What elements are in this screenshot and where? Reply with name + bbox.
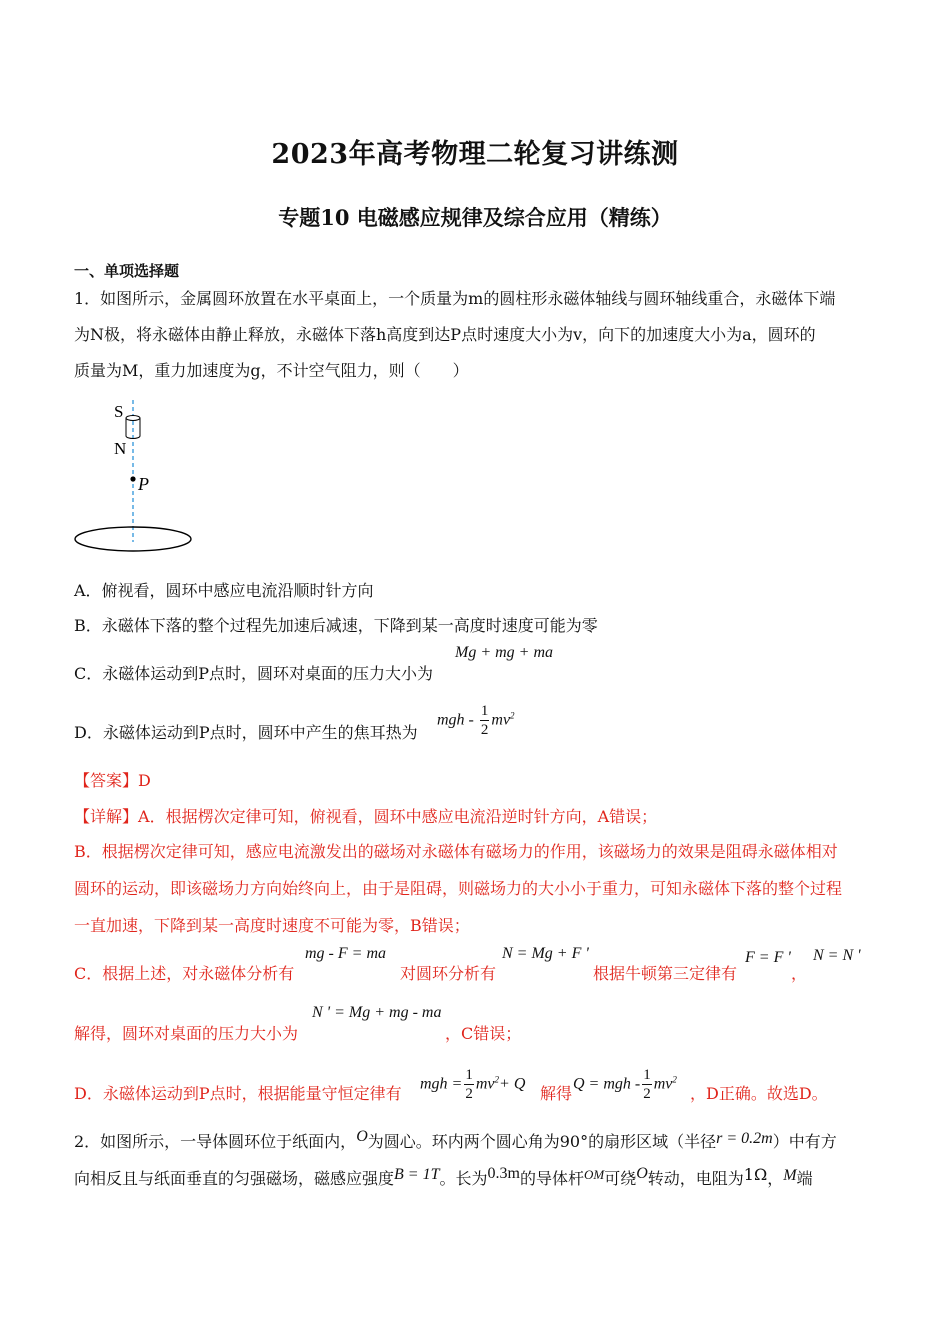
q2-res: 1Ω (743, 1165, 768, 1184)
q2-p7: 可绕 (604, 1169, 637, 1188)
detail-b-line-1: B．根据楞次定律可知，感应电流激发出的磁场对永磁体有磁场力的作用，该磁场力的效果是阻碍永磁体相对 (74, 842, 838, 861)
q2-p8: 转动，电阻为 (647, 1169, 744, 1188)
option-c-expression: Mg + mg + ma (455, 644, 554, 661)
d-expr1-pre: mgh = (420, 1075, 463, 1093)
q2-r-expr: r = 0.2m (716, 1130, 773, 1147)
document-subtitle: 专题10 电磁感应规律及综合应用（精练） (278, 205, 672, 230)
detail-a-text: A．根据楞次定律可知，俯视看，圆环中感应电流沿逆时针方向，A错误； (138, 807, 658, 826)
option-d-expression (437, 704, 515, 738)
answer-label: 【答案】D (74, 771, 151, 790)
q2-o2: O (636, 1165, 648, 1182)
metal-ring (75, 527, 191, 551)
q1-option-b: B．永磁体下落的整个过程先加速后减速，下降到某一高度时速度可能为零 (74, 616, 598, 635)
q2-p2: 为圆心。环内两个圆心角为90°的扇形区域（半径 (367, 1132, 717, 1151)
q2-p9: ， (767, 1169, 784, 1188)
detail-c-expr-2: N = Mg + F ' (502, 945, 589, 962)
q2-p5: 。长为 (439, 1169, 488, 1188)
d-expr1-tail: + Q (499, 1075, 526, 1093)
detail-c-expr-4: N = N ' (813, 947, 861, 964)
option-d-expr-pre: mgh - (437, 711, 474, 729)
sup-2: 2 (510, 710, 515, 721)
detail-label: 【详解】 (74, 807, 139, 826)
frac-den: 2 (480, 722, 489, 738)
q1-option-d (74, 720, 418, 743)
q1-option-c (74, 661, 433, 684)
detail-line-a (74, 804, 657, 827)
detail-c-expr-3: F = F ' (745, 949, 791, 966)
label-n: N (114, 439, 127, 458)
detail-d-expr-1 (420, 1068, 525, 1102)
d2-frac-den: 2 (643, 1086, 651, 1102)
d-expr2-fraction (642, 1068, 652, 1102)
section-heading: 一、单项选择题 (74, 262, 180, 280)
d-expr1-post: mv (475, 1075, 495, 1093)
d2-sup-2: 2 (672, 1074, 677, 1085)
q1-line-3: 质量为M，重力加速度为g，不计空气阻力，则（ ） (74, 361, 469, 380)
d1-sup-2: 2 (494, 1074, 500, 1085)
detail-c-comma: ， (791, 964, 808, 983)
detail-c2-text: 解得，圆环对桌面的压力大小为 (74, 1024, 299, 1043)
detail-d-tail: ，D正确。故选D。 (690, 1084, 828, 1103)
q2-p1: 2．如图所示，一导体圆环位于纸面内， (74, 1132, 357, 1151)
q1-figure (70, 398, 200, 558)
q1-line-1: 1．如图所示，金属圆环放置在水平桌面上，一个质量为m的圆柱形永磁体轴线与圆环轴线重合，永磁体下端 (74, 289, 836, 308)
d-expr1-fraction (464, 1068, 474, 1102)
d1-frac-den: 2 (465, 1086, 473, 1102)
detail-d-text-1: D．永磁体运动到P点时，根据能量守恒定律有 (74, 1084, 402, 1103)
d-expr2-post: mv (653, 1075, 673, 1093)
option-d-text: D．永磁体运动到P点时，圆环中产生的焦耳热为 (74, 723, 418, 742)
detail-c-expr-1: mg - F = ma (305, 945, 387, 962)
q2-b-expr: B = 1T (394, 1166, 440, 1183)
option-c-text: C．永磁体运动到P点时，圆环对桌面的压力大小为 (74, 664, 434, 683)
detail-c-text-2: 对圆环分析有 (400, 964, 497, 983)
detail-c2-tail: ，C错误； (445, 1024, 522, 1043)
label-s: S (114, 402, 124, 421)
magnet-ring-diagram (70, 398, 200, 558)
q2-om: OM (583, 1167, 605, 1182)
detail-d-text-2: 解得 (540, 1084, 573, 1103)
d2-frac-num: 1 (643, 1067, 651, 1083)
q2-p4: 向相反且与纸面垂直的匀强磁场，磁感应强度 (74, 1169, 395, 1188)
q2-o1: O (356, 1128, 368, 1145)
option-d-expr-post: mv (491, 711, 511, 729)
q2-line-2 (74, 1166, 813, 1189)
d-expr2-pre: Q = mgh - (573, 1075, 641, 1093)
detail-c2-expr: N ' = Mg + mg - ma (312, 1004, 442, 1021)
q1-option-a: A．俯视看，圆环中感应电流沿顺时针方向 (74, 581, 374, 600)
detail-b-line-2: 圆环的运动，即该磁场力方向始终向上，由于是阻碍，则磁场力的大小小于重力，可知永磁体下落的整个过程 (74, 879, 843, 898)
detail-c-text-3: 根据牛顿第三定律有 (593, 964, 738, 983)
detail-c-text-1: C．根据上述，对永磁体分析有 (74, 964, 295, 983)
q2-p3: ）中有方 (772, 1132, 837, 1151)
document-title: 2023年高考物理二轮复习讲练测 (271, 139, 679, 170)
frac-num: 1 (480, 703, 489, 719)
q2-p6: 的导体杆 (519, 1169, 584, 1188)
option-d-fraction (480, 704, 490, 738)
q2-len-expr: 0.3m (487, 1165, 520, 1182)
q2-line-1 (74, 1129, 837, 1152)
q2-m: M (783, 1167, 797, 1184)
detail-d-expr-2 (573, 1068, 677, 1102)
point-p (130, 476, 135, 481)
q1-line-2: 为N极，将永磁体由静止释放，永磁体下落h高度到达P点时速度大小为v，向下的加速度大小为a，圆环的 (74, 325, 816, 344)
d1-frac-num: 1 (465, 1067, 473, 1083)
q2-p10: 端 (796, 1169, 813, 1188)
label-p: P (138, 474, 149, 494)
detail-b-line-3: 一直加速，下降到某一高度时速度不可能为零，B错误； (74, 916, 470, 935)
